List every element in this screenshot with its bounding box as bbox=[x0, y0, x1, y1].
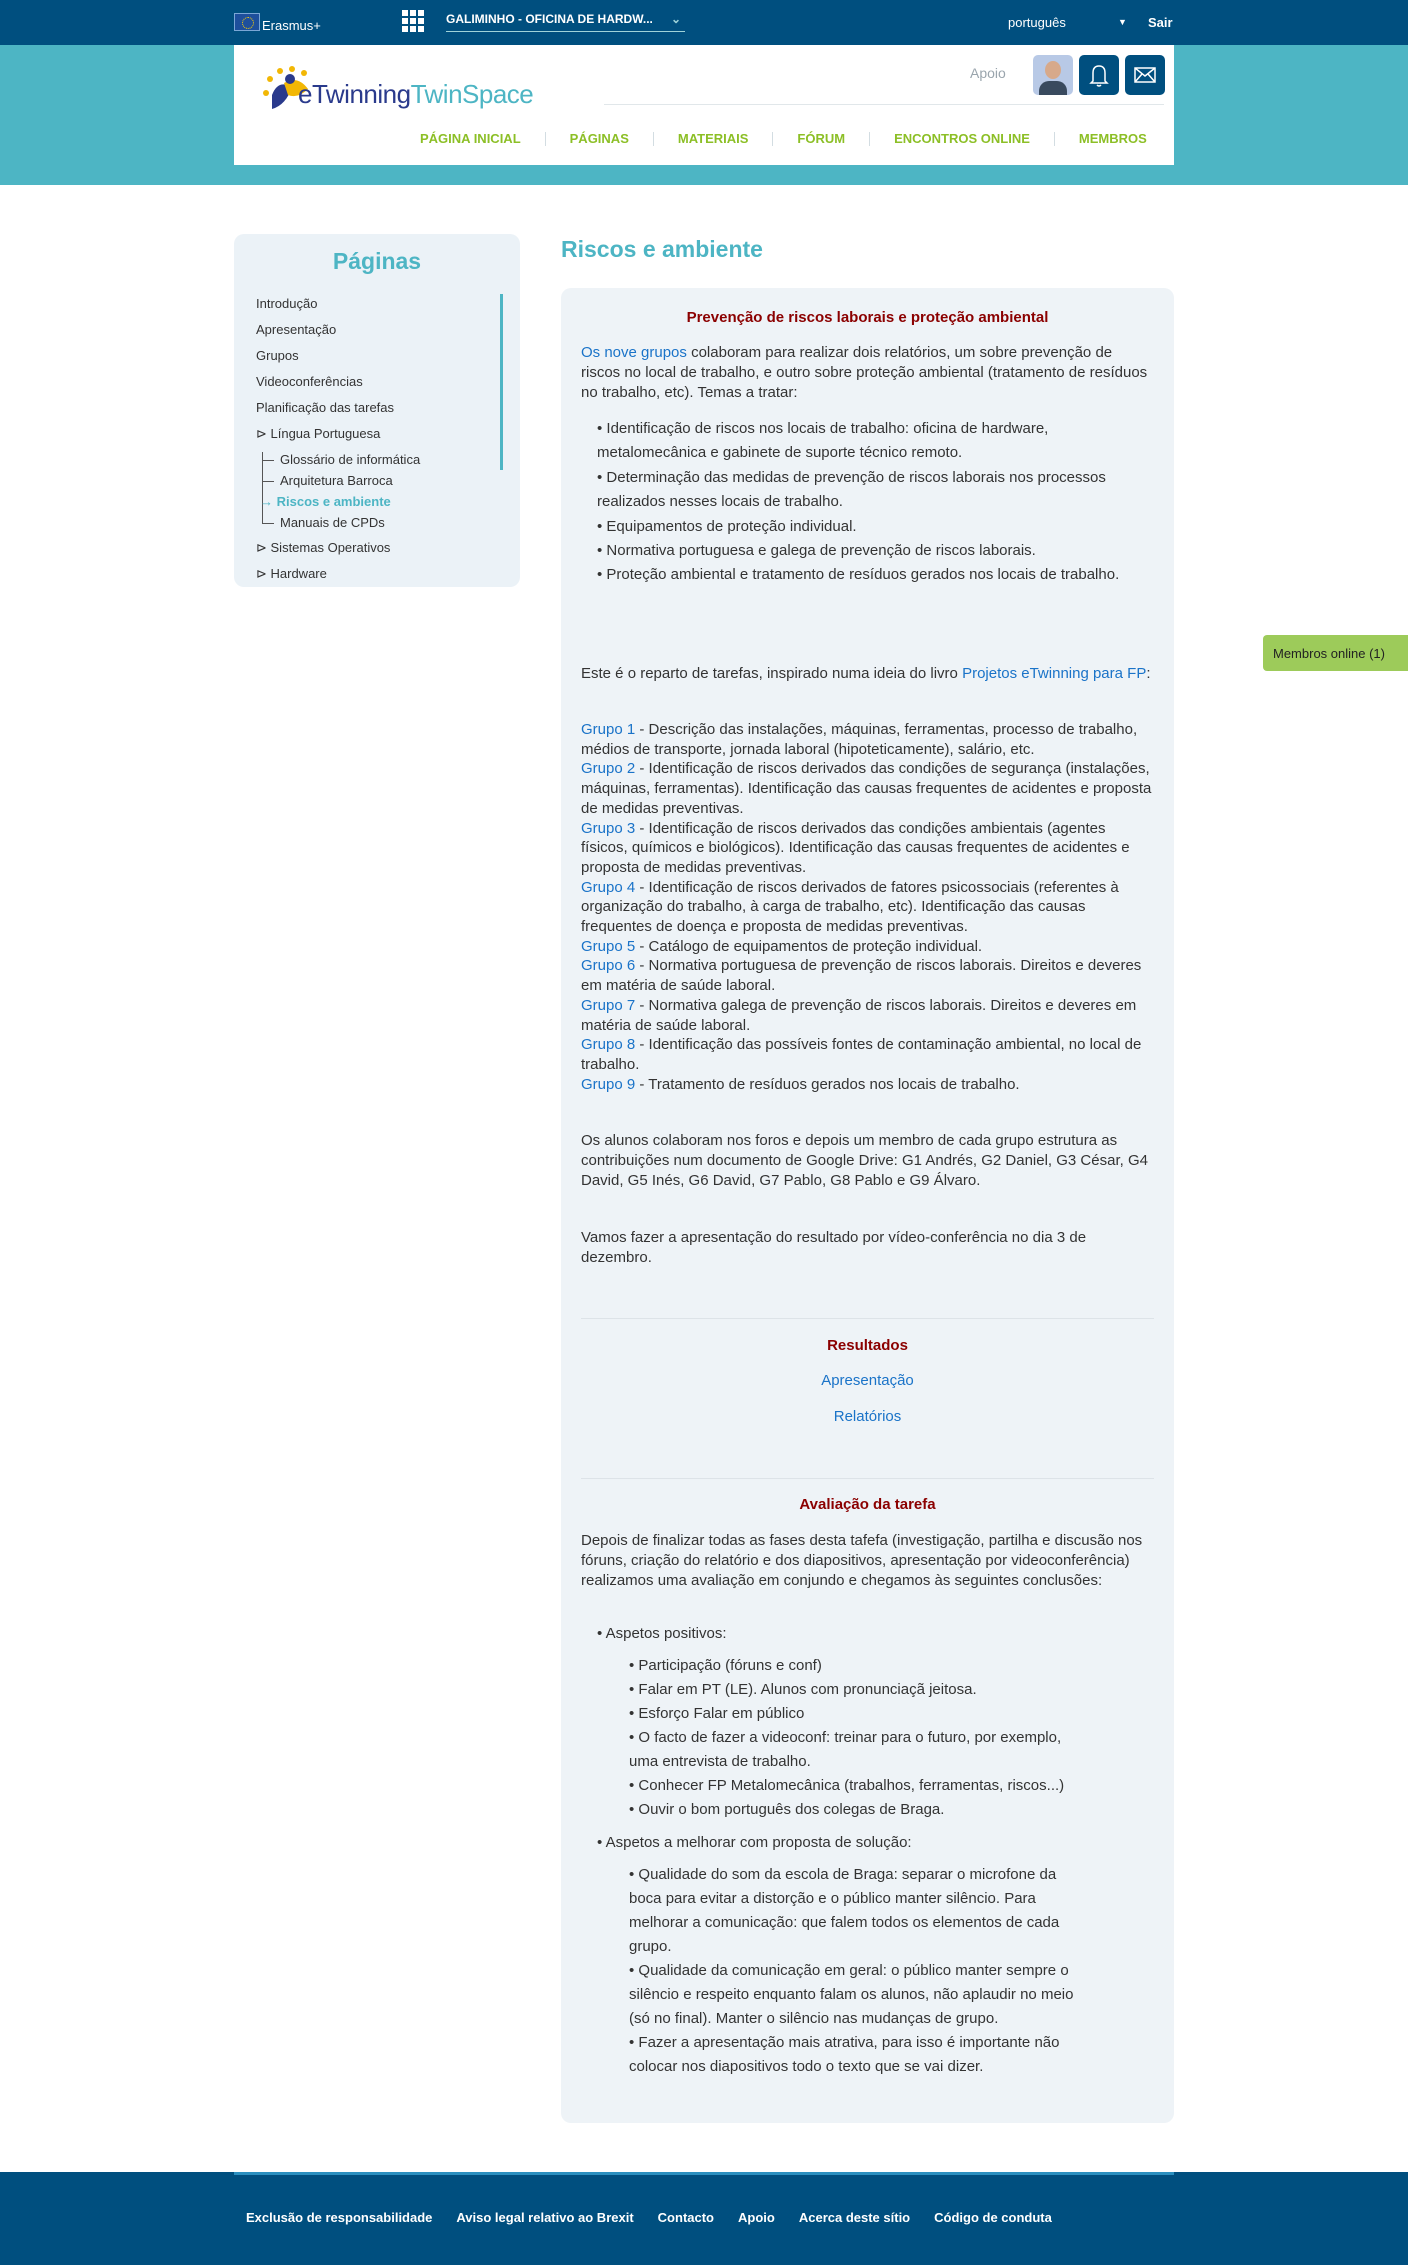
groups-link[interactable]: Os nove grupos bbox=[581, 344, 687, 361]
topic-item: • Determinação das medidas de prevenção de riscos laborais nos processos realizados nesses locais de trabalho. bbox=[597, 469, 1106, 510]
improve-item: • Qualidade da comunicação em geral: o público manter sempre o bbox=[629, 1962, 1069, 1979]
group-link[interactable]: Grupo 6 bbox=[581, 957, 636, 975]
positive-item: uma entrevista de trabalho. bbox=[629, 1753, 811, 1770]
positive-item: • O facto de fazer a videoconf: treinar para o futuro, por exemplo, bbox=[629, 1729, 1062, 1746]
improve-item: • Qualidade do som da escola de Braga: separar o microfone da bbox=[629, 1866, 1057, 1883]
footer-disclaimer-link[interactable]: Exclusão de responsabilidade bbox=[246, 2210, 433, 2225]
project-name: GALIMINHO - OFICINA DE HARDW... bbox=[446, 12, 653, 26]
group-link[interactable]: Grupo 4 bbox=[581, 878, 636, 896]
group-link[interactable]: Grupo 5 bbox=[581, 937, 636, 955]
group-item: Grupo 3 - Identificação de riscos derivados das condições ambientais (agentes físicos, químicos e biológicos). Identificação das causas frequentes de acidentes e proposta de medidas preventivas. bbox=[581, 819, 1130, 876]
reports-link[interactable]: Relatórios bbox=[833, 1408, 902, 1425]
positive-item: • Participação (fóruns e conf) bbox=[629, 1657, 822, 1674]
topic-item: • Equipamentos de proteção individual. bbox=[597, 518, 857, 535]
sidebar-item-arquitetura[interactable]: Arquitetura Barroca bbox=[280, 473, 393, 488]
main-nav bbox=[420, 129, 1171, 149]
apps-grid-icon[interactable] bbox=[402, 10, 424, 32]
footer-links bbox=[246, 2210, 1076, 2225]
logo-wordmark[interactable]: eTwinningTwinSpace bbox=[298, 79, 534, 109]
sidebar-item-grupos[interactable]: Grupos bbox=[256, 348, 299, 363]
positive-item: • Ouvir o bom português dos colegas de Braga. bbox=[629, 1801, 945, 1818]
group-link[interactable]: Grupo 3 bbox=[581, 819, 636, 837]
evaluation-heading: Avaliação da tarefa bbox=[799, 1496, 936, 1513]
sidebar-item-glossario[interactable]: Glossário de informática bbox=[280, 452, 421, 467]
nav-online-meetings[interactable]: ENCONTROS ONLINE bbox=[869, 132, 1054, 146]
project-selector[interactable] bbox=[446, 12, 685, 32]
mail-icon bbox=[1125, 55, 1165, 95]
improve-item: melhorar a comunicação: que falem todos os elementos de cada bbox=[629, 1914, 1060, 1931]
help-link[interactable]: Apoio bbox=[970, 65, 1006, 81]
sidebar-item-planificacao[interactable]: Planificação das tarefas bbox=[256, 400, 395, 415]
section-divider bbox=[581, 1478, 1154, 1479]
sidebar-item-apresentacao[interactable]: Apresentação bbox=[256, 322, 337, 337]
topic-item: • Normativa portuguesa e galega de prevenção de riscos laborais. bbox=[597, 542, 1036, 559]
results-link-row bbox=[581, 1407, 1154, 1427]
sidebar-title: Páginas bbox=[332, 248, 422, 274]
group-link[interactable]: Grupo 9 bbox=[581, 1075, 636, 1093]
group-item: Grupo 4 - Identificação de riscos derivados de fatores psicossociais (referentes à organização do trabalho, à carga de trabalho, etc). Identificação das causas frequentes de doença e proposta de medidas preventivas. bbox=[581, 878, 1119, 936]
topic-item: • Proteção ambiental e tratamento de resíduos gerados nos locais de trabalho. bbox=[597, 566, 1120, 583]
nav-home[interactable]: PÁGINA INICIAL bbox=[420, 131, 521, 146]
results-heading: Resultados bbox=[827, 1337, 908, 1354]
improve-item: boca para evitar a distorção e o público manter silêncio. Para bbox=[629, 1890, 1036, 1907]
sidebar-item-introducao[interactable]: Introdução bbox=[256, 296, 318, 311]
group-item: Grupo 6 - Normativa portuguesa de prevenção de riscos laborais. Direitos e deveres em matéria de saúde laboral. bbox=[581, 957, 1142, 995]
eu-flag-icon bbox=[234, 13, 260, 31]
header-divider bbox=[604, 104, 1164, 105]
evaluation-paragraph: Depois de finalizar todas as fases desta tafefa (investigação, partilha e discusão nos fóruns, criação do relatório e dos diapositivos, apresentação por videoconferência) realizamos uma avaliação em conjundo e chegamos às seguintes conclusões: bbox=[581, 1532, 1143, 1589]
nav-members[interactable]: MEMBROS bbox=[1054, 132, 1171, 146]
logout-link[interactable]: Sair bbox=[1148, 15, 1173, 30]
online-members-button[interactable]: Membros online (1) bbox=[1263, 635, 1408, 671]
nav-materials[interactable]: MATERIAIS bbox=[653, 132, 773, 146]
erasmus-label[interactable]: Erasmus+ bbox=[262, 18, 321, 33]
footer-help-link[interactable]: Apoio bbox=[738, 2210, 775, 2225]
group-link[interactable]: Grupo 8 bbox=[581, 1036, 636, 1054]
caret-down-icon[interactable]: ▼ bbox=[1118, 17, 1127, 27]
page-title: Riscos e ambiente bbox=[561, 236, 763, 262]
video-paragraph: Vamos fazer a apresentação do resultado por vídeo-conferência no dia 3 de dezembro. bbox=[581, 1229, 1087, 1266]
book-link[interactable]: Projetos eTwinning para FP bbox=[962, 665, 1147, 682]
group-item: Grupo 8 - Identificação das possíveis fontes de contaminação ambiental, no local de trabalho. bbox=[581, 1036, 1142, 1073]
group-item: Grupo 5 - Catálogo de equipamentos de proteção individual. bbox=[581, 937, 983, 955]
group-item: Grupo 9 - Tratamento de resíduos gerados nos locais de trabalho. bbox=[581, 1075, 1020, 1093]
language-select[interactable]: português bbox=[1008, 15, 1066, 30]
intro-paragraph: Os nove grupos colaboram para realizar dois relatórios, um sobre prevenção de riscos no local de trabalho, e outro sobre proteção ambiental (tratamento de resíduos no trabalho, etc). Temas a tratar: bbox=[581, 344, 1148, 401]
improve-item: (só no final). Manter o silêncio nas mudanças de grupo. bbox=[629, 2010, 999, 2027]
section-divider bbox=[581, 1318, 1154, 1319]
sidebar-item-manuais[interactable]: Manuais de CPDs bbox=[280, 515, 385, 530]
topic-item: • Identificação de riscos nos locais de trabalho: oficina de hardware, metalomecânica e gabinete de suporte técnico remoto. bbox=[597, 420, 1049, 461]
page-content bbox=[561, 288, 1174, 2123]
chevron-down-icon: ⌄ bbox=[670, 12, 681, 26]
improve-item: • Fazer a apresentação mais atrativa, para isso é importante não bbox=[629, 2034, 1060, 2051]
sidebar-scrollbar[interactable] bbox=[500, 294, 503, 470]
positive-item: • Conhecer FP Metalomecânica (trabalhos, ferramentas, riscos...) bbox=[629, 1777, 1065, 1794]
top-bar bbox=[0, 0, 1408, 45]
pages-sidebar bbox=[234, 234, 520, 587]
group-item: Grupo 1 - Descrição das instalações, máquinas, ferramentas, processo de trabalho, médios de transporte, jornada laboral (hipoteticamente), salário, etc. bbox=[581, 721, 1138, 758]
tree-branch bbox=[262, 460, 274, 461]
messages-button[interactable] bbox=[1125, 55, 1165, 95]
improve-item: grupo. bbox=[629, 1938, 672, 1955]
results-link-row bbox=[581, 1371, 1154, 1391]
positive-item: • Falar em PT (LE). Alunos com pronunciaçã jeitosa. bbox=[629, 1681, 977, 1698]
reparto-paragraph: Este é o reparto de tarefas, inspirado numa ideia do livro Projetos eTwinning para FP: bbox=[581, 665, 1151, 682]
improve-item: colocar nos diapositivos todo o texto que se vai dizer. bbox=[629, 2058, 984, 2075]
group-link[interactable]: Grupo 2 bbox=[581, 760, 636, 778]
nav-pages[interactable]: PÁGINAS bbox=[545, 132, 653, 146]
group-item: Grupo 7 - Normativa galega de prevenção de riscos laborais. Direitos e deveres em matéria de saúde laboral. bbox=[581, 996, 1137, 1034]
footer-about-link[interactable]: Acerca deste sítio bbox=[798, 2210, 911, 2225]
positive-item: • Esforço Falar em público bbox=[629, 1705, 805, 1722]
sidebar-item-sistemas-operativos[interactable]: ⊳ Sistemas Operativos bbox=[256, 540, 391, 555]
groups-list bbox=[581, 720, 1154, 1094]
user-avatar[interactable] bbox=[1033, 55, 1073, 95]
notifications-button[interactable] bbox=[1079, 55, 1119, 95]
footer-accent-line bbox=[234, 2172, 1174, 2175]
footer-contact-link[interactable]: Contacto bbox=[657, 2210, 715, 2225]
section-heading: Prevenção de riscos laborais e proteção ambiental bbox=[686, 309, 1049, 326]
footer bbox=[0, 2172, 1408, 2265]
footer-conduct-link[interactable]: Código de conduta bbox=[934, 2210, 1052, 2225]
presentation-link[interactable]: Apresentação bbox=[821, 1372, 914, 1389]
alunos-paragraph: Os alunos colaboram nos foros e depois um membro de cada grupo estrutura as contribuições num documento de Google Drive: G1 Andrés, G2 Daniel, G3 César, G4 David, G5 Inés, G6 David, G7 Pablo, G8 Pablo e G9 Álvaro. bbox=[581, 1132, 1148, 1189]
sidebar-item-hardware[interactable]: ⊳ Hardware bbox=[256, 566, 327, 581]
group-item: Grupo 2 - Identificação de riscos derivados das condições de segurança (instalações, máquinas, ferramentas). Identificação das causas frequentes de acidentes e proposta de medidas preventivas. bbox=[581, 760, 1152, 817]
group-link[interactable]: Grupo 1 bbox=[581, 721, 636, 738]
positive-title: • Aspetos positivos: bbox=[597, 1625, 727, 1642]
footer-brexit-link[interactable]: Aviso legal relativo ao Brexit bbox=[456, 2210, 634, 2225]
sidebar-item-lingua-portuguesa[interactable]: ⊳ Língua Portuguesa bbox=[256, 426, 381, 441]
tree-branch bbox=[262, 523, 274, 524]
sidebar-item-riscos-active[interactable]: → Riscos e ambiente bbox=[260, 494, 391, 509]
tree-line bbox=[262, 452, 263, 524]
nav-forum[interactable]: FÓRUM bbox=[772, 132, 869, 146]
group-link[interactable]: Grupo 7 bbox=[581, 996, 636, 1014]
header-card bbox=[234, 45, 1174, 165]
sidebar-item-videoconferencias[interactable]: Videoconferências bbox=[256, 374, 363, 389]
bell-icon bbox=[1079, 55, 1119, 95]
improve-item: silêncio e respeito enquanto falam os alunos, não aplaudir no meio bbox=[629, 1986, 1074, 2003]
tree-branch bbox=[262, 481, 274, 482]
improve-title: • Aspetos a melhorar com proposta de solução: bbox=[597, 1834, 912, 1851]
